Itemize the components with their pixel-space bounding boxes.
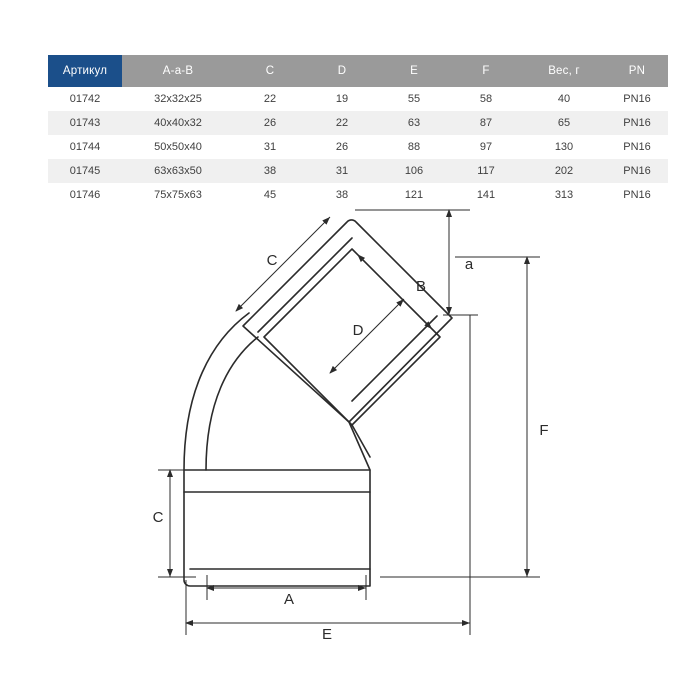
label-a-lower: A	[283, 591, 295, 608]
cell-d: 22	[306, 111, 378, 135]
cell-e: 55	[378, 87, 450, 111]
cell-c: 22	[234, 87, 306, 111]
cell-d: 31	[306, 159, 378, 183]
cell-aab: 50x50x40	[122, 135, 234, 159]
table-body	[48, 87, 668, 207]
cell-c: 26	[234, 111, 306, 135]
cell-pn: PN16	[606, 183, 668, 207]
cell-aab: 40x40x32	[122, 111, 234, 135]
elbow-body-outline	[184, 220, 452, 586]
table-row	[48, 111, 668, 135]
table-header-pn: PN	[606, 55, 668, 87]
cell-d: 26	[306, 135, 378, 159]
cell-article: 01745	[48, 159, 122, 183]
cell-d: 38	[306, 183, 378, 207]
label-a: a	[464, 256, 474, 273]
cell-aab: 32x32x25	[122, 87, 234, 111]
cell-c: 38	[234, 159, 306, 183]
table-header-aab: A-a-B	[122, 55, 234, 87]
cell-weight: 130	[522, 135, 606, 159]
label-d: D	[352, 322, 364, 339]
cell-pn: PN16	[606, 159, 668, 183]
cell-pn: PN16	[606, 111, 668, 135]
cell-f: 117	[450, 159, 522, 183]
table-row	[48, 159, 668, 183]
label-e: E	[321, 626, 333, 643]
cell-aab: 75x75x63	[122, 183, 234, 207]
cell-f: 141	[450, 183, 522, 207]
table-header-e: E	[378, 55, 450, 87]
table-header-row	[48, 55, 668, 87]
table-header-f: F	[450, 55, 522, 87]
label-c-lower: C	[152, 509, 164, 526]
specification-table-container	[48, 55, 652, 207]
cell-aab: 63x63x50	[122, 159, 234, 183]
table-header-article: Артикул	[48, 55, 122, 87]
cell-f: 97	[450, 135, 522, 159]
cell-weight: 40	[522, 87, 606, 111]
cell-c: 45	[234, 183, 306, 207]
cell-weight: 202	[522, 159, 606, 183]
technical-drawing	[0, 195, 700, 675]
cell-pn: PN16	[606, 87, 668, 111]
table-row	[48, 135, 668, 159]
cell-article: 01742	[48, 87, 122, 111]
cell-weight: 65	[522, 111, 606, 135]
cell-pn: PN16	[606, 135, 668, 159]
cell-c: 31	[234, 135, 306, 159]
specification-table	[48, 55, 668, 207]
cell-weight: 313	[522, 183, 606, 207]
label-f: F	[539, 422, 549, 439]
cell-e: 106	[378, 159, 450, 183]
label-b: B	[415, 278, 427, 295]
table-header	[48, 55, 668, 87]
table-header-weight: Вес, г	[522, 55, 606, 87]
label-c-upper: C	[266, 252, 278, 269]
cell-e: 88	[378, 135, 450, 159]
cell-article: 01743	[48, 111, 122, 135]
cell-article: 01744	[48, 135, 122, 159]
cell-f: 87	[450, 111, 522, 135]
table-header-d: D	[306, 55, 378, 87]
cell-e: 121	[378, 183, 450, 207]
table-header-c: C	[234, 55, 306, 87]
cell-d: 19	[306, 87, 378, 111]
cell-f: 58	[450, 87, 522, 111]
cell-article: 01746	[48, 183, 122, 207]
cell-e: 63	[378, 111, 450, 135]
table-row	[48, 87, 668, 111]
